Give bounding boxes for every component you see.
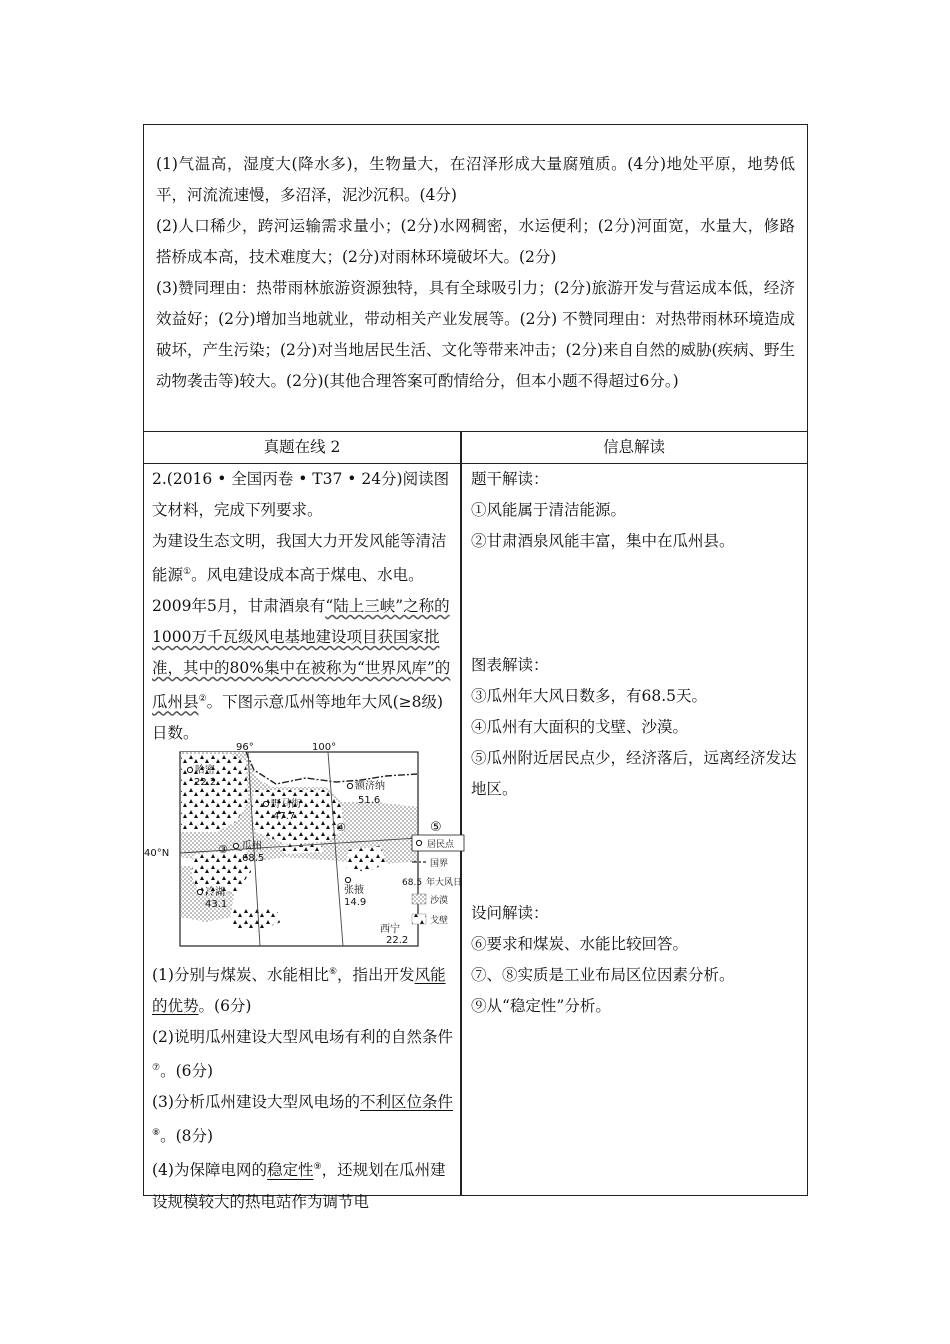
legend-desert: 沙漠 [430, 896, 449, 906]
answer-line-2: (2)人口稀少，跨河运输需求量小；(2分)水网稠密，水运便利；(2分)河面宽，水量大，修路搭桥成本高，技术难度大；(2分)对雨林环境破坏大。(2分) [156, 217, 795, 266]
svg-text:瓜州: 瓜州 [242, 841, 262, 852]
material-text-a: 为建设生态文明，我国大力开发风能等清洁能源 [152, 532, 447, 585]
subquestion-4: (4)为保障电网的稳定性⑨，还规划在瓜州建设规模较大的热电站作为调节电 [152, 1161, 446, 1211]
legend-border: 国界 [430, 859, 449, 869]
stem-item-1: ①风能属于清洁能源。 [471, 501, 627, 519]
chart-item-3: ⑤瓜州附近居民点少，经济落后，远离经济发达地区。 [471, 749, 797, 798]
table-header-row [144, 432, 807, 464]
question-column [152, 464, 454, 749]
map-marker-3: ③ [218, 843, 228, 856]
legend-days-label: 年大风日 [426, 878, 463, 888]
svg-text:张掖: 张掖 [344, 885, 364, 896]
legend-gobi: 戈壁 [430, 916, 449, 926]
chart-title: 图表解读： [471, 656, 549, 674]
svg-text:额济纳: 额济纳 [355, 781, 385, 792]
answer-line-3: (3)赞同理由：热带雨林旅游资源独特，具有全球吸引力；(2分)旅游开发与营运成本低，经济效益好；(2分)增加当地就业，带动相关产业发展等。(2分) 不赞同理由：对热带雨林环境造成破坏，产生污染；(2分)对当地居民生活、文化等带来冲击；(2分)来自自然的威胁(疾病、野生动物袭击等)较大。(2分)(其他合理答案可酌情给分，但本小题不得超过6分。) [156, 279, 795, 390]
question-item-2: ⑦、⑧实质是工业布局区位因素分析。 [471, 966, 735, 984]
svg-text:野马街: 野马街 [271, 799, 301, 810]
header-left: 真题在线 2 [263, 438, 341, 456]
svg-text:哈密: 哈密 [195, 765, 215, 776]
answer-line-1: (1)气温高，湿度大(降水多)，生物量大，在沼泽形成大量腐殖质。(4分)地处平原，地势低平，河流流速慢，多沼泽，泥沙沉积。(4分) [156, 155, 795, 204]
chart-item-2: ④瓜州有大面积的戈壁、沙漠。 [471, 718, 689, 736]
svg-text:51.6: 51.6 [358, 795, 381, 806]
question-material [152, 526, 454, 749]
legend-settlement: 居民点 [427, 840, 455, 850]
svg-text:22.2: 22.2 [386, 935, 409, 946]
footnote-1: ① [183, 567, 192, 577]
svg-text:14.9: 14.9 [344, 897, 367, 908]
question-intro: 2.(2016 • 全国丙卷 • T37 • 24分)阅读图文材料，完成下列要求。 [152, 470, 450, 519]
chart-item-1: ③瓜州年大风日数多，有68.5天。 [471, 687, 708, 705]
legend-days-value: 68.5 [402, 878, 423, 888]
svg-text:西宁: 西宁 [380, 924, 400, 935]
legend-marker-5: ⑤ [430, 820, 442, 835]
question-subquestions [152, 957, 454, 1218]
question-item-3: ⑨从“稳定性”分析。 [471, 997, 611, 1015]
question-title: 设问解读： [471, 904, 549, 922]
svg-text:43.1: 43.1 [205, 899, 228, 910]
stem-title: 题干解读： [471, 470, 549, 488]
content-frame [143, 124, 808, 1211]
stem-item-2: ②甘肃酒泉风能丰富，集中在瓜州县。 [471, 532, 735, 550]
subquestion-3: (3)分析瓜州建设大型风电场的不利区位条件⑧。(8分) [152, 1093, 453, 1146]
svg-text:47.7: 47.7 [273, 811, 296, 822]
answer-section [144, 125, 807, 432]
material-text-c: 。下图示意瓜州等地年大风(≥8级)日数。 [152, 693, 444, 743]
interpretation-column [471, 464, 801, 1022]
question-item-1: ⑥要求和煤炭、水能比较回答。 [471, 935, 689, 953]
lon-96-label: 96° [236, 742, 254, 753]
map-marker-4: ④ [336, 821, 346, 834]
svg-text:22.2: 22.2 [194, 777, 217, 788]
lon-100-label: 100° [312, 742, 337, 753]
svg-text:冷湖: 冷湖 [205, 887, 225, 898]
lat-40-label: 40°N [144, 848, 170, 859]
material-underlined: “陆上三峡”之称的1000万千瓦级风电基地建设项目获国家批准，其中的80%集中在被称为“世界风库”的瓜州县 [152, 597, 451, 712]
wind-days-map [144, 742, 466, 956]
footnote-2: ② [198, 694, 207, 705]
subquestion-2: (2)说明瓜州建设大型风电场有利的自然条件⑦。(6分) [152, 1028, 453, 1081]
subquestion-1: (1)分别与煤炭、水能相比⑥，指出开发风能的优势。(6分) [152, 966, 446, 1016]
material-text-b: 。风电建设成本高于煤电、水电。2009年5月，甘肃酒泉有 [152, 566, 424, 616]
svg-text:68.5: 68.5 [242, 853, 265, 864]
header-right: 信息解读 [602, 438, 665, 456]
